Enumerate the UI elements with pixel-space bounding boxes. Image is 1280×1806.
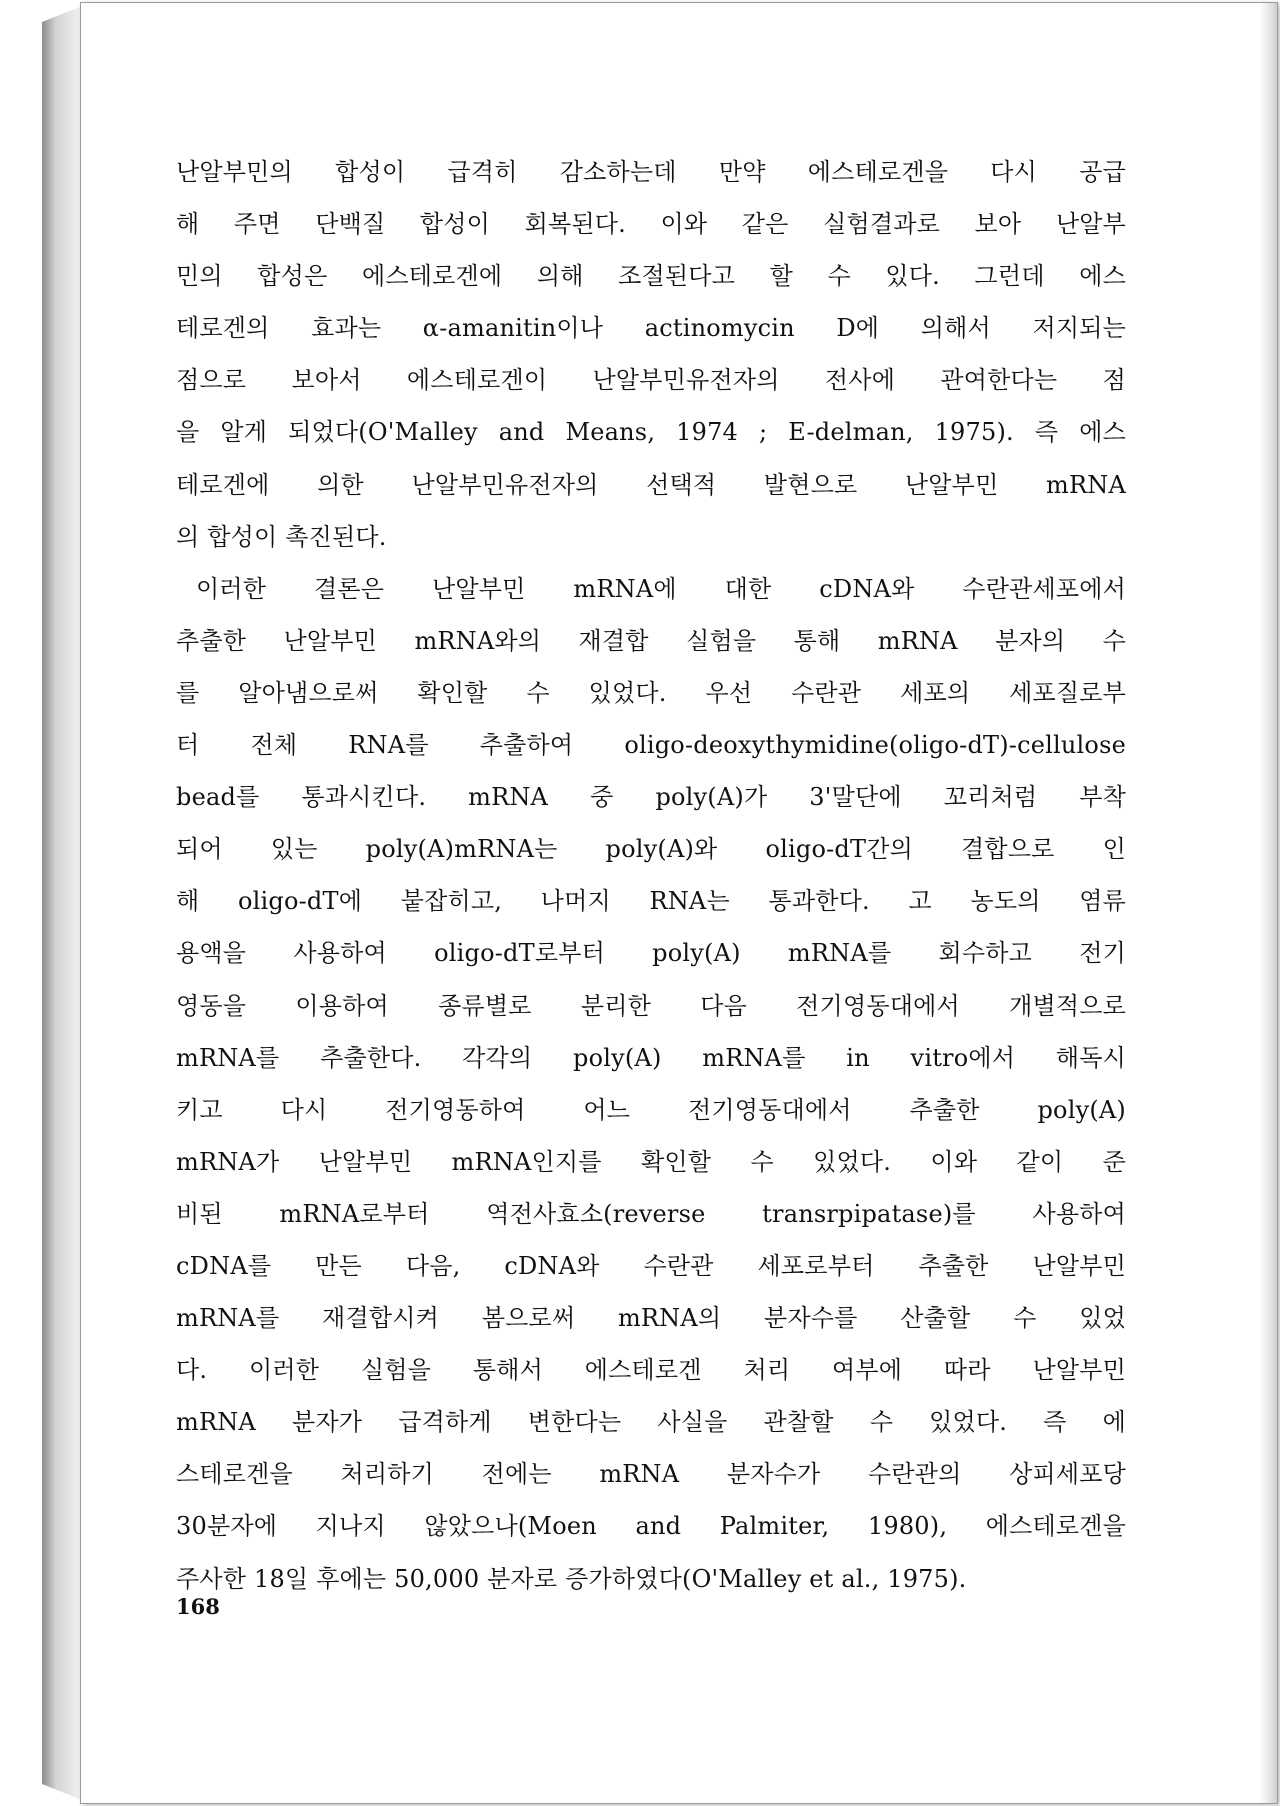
- text-line: 비된 mRNA로부터 역전사효소(reverse transrpipatase)를 사용하여: [176, 1199, 1126, 1228]
- body-text: [176, 146, 1126, 1605]
- text-line: 스테로겐을 처리하기 전에는 mRNA 분자수가 수란관의 상피세포당: [176, 1460, 1126, 1489]
- text-line: cDNA를 만든 다음, cDNA와 수란관 세포로부터 추출한 난알부민: [176, 1251, 1126, 1280]
- text-line: mRNA를 추출한다. 각각의 poly(A) mRNA를 in vitro에서 해독시: [176, 1043, 1126, 1072]
- text-line: 용액을 사용하여 oligo-dT로부터 poly(A) mRNA를 회수하고 전기: [176, 939, 1126, 968]
- page-number: 168: [176, 1594, 220, 1619]
- text-line: mRNA 분자가 급격하게 변한다는 사실을 관찰할 수 있었다. 즉 에: [176, 1408, 1126, 1437]
- text-line: 민의 합성은 에스테로겐에 의해 조절된다고 할 수 있다. 그런데 에스: [176, 262, 1126, 291]
- text-line: 주사한 18일 후에는 50,000 분자로 증가하였다(O'Malley et al., 1975).: [176, 1564, 967, 1593]
- text-line: 되어 있는 poly(A)mRNA는 poly(A)와 oligo-dT간의 결합으로 인: [176, 835, 1126, 864]
- text-line: 영동을 이용하여 종류별로 분리한 다음 전기영동대에서 개별적으로: [176, 991, 1126, 1020]
- paragraph: [176, 146, 1126, 563]
- text-line: 해 oligo-dT에 붙잡히고, 나머지 RNA는 통과한다. 고 농도의 염류: [176, 887, 1126, 916]
- text-line: 해 주면 단백질 합성이 회복된다. 이와 같은 실험결과로 보아 난알부: [176, 210, 1126, 239]
- text-line: 의 합성이 촉진된다.: [176, 522, 387, 551]
- text-line: 난알부민의 합성이 급격히 감소하는데 만약 에스테로겐을 다시 공급: [176, 158, 1126, 186]
- text-line: 이러한 결론은 난알부민 mRNA에 대한 cDNA와 수란관세포에서: [196, 574, 1126, 603]
- page-edge: [1259, 3, 1277, 1803]
- text-line: 테로겐의 효과는 α-amanitin이나 actinomycin D에 의해서 저지되는: [176, 314, 1126, 343]
- text-line: 키고 다시 전기영동하여 어느 전기영동대에서 추출한 poly(A): [176, 1095, 1126, 1124]
- text-line: 터 전체 RNA를 추출하여 oligo-deoxythymidine(oligo-dT)-cellulose: [176, 731, 1126, 760]
- text-line: bead를 통과시킨다. mRNA 중 poly(A)가 3'말단에 꼬리처럼 부착: [176, 783, 1126, 812]
- book-spine: [42, 6, 82, 1800]
- paragraph: [176, 563, 1126, 1605]
- text-line: 점으로 보아서 에스테로겐이 난알부민유전자의 전사에 관여한다는 점: [176, 366, 1126, 395]
- text-line: mRNA가 난알부민 mRNA인지를 확인할 수 있었다. 이와 같이 준: [176, 1147, 1126, 1176]
- text-line: 를 알아냄으로써 확인할 수 있었다. 우선 수란관 세포의 세포질로부: [176, 678, 1126, 707]
- text-line: mRNA를 재결합시켜 봄으로써 mRNA의 분자수를 산출할 수 있었: [176, 1304, 1126, 1333]
- text-line: 다. 이러한 실험을 통해서 에스테로겐 처리 여부에 따라 난알부민: [176, 1356, 1126, 1385]
- text-line: 테로겐에 의한 난알부민유전자의 선택적 발현으로 난알부민 mRNA: [176, 470, 1126, 499]
- text-line: 을 알게 되었다(O'Malley and Means, 1974 ; E-delman, 1975). 즉 에스: [176, 418, 1126, 447]
- text-line: 30분자에 지나지 않았으나(Moen and Palmiter, 1980), 에스테로겐을: [176, 1512, 1126, 1541]
- text-line: 추출한 난알부민 mRNA와의 재결합 실험을 통해 mRNA 분자의 수: [176, 626, 1126, 655]
